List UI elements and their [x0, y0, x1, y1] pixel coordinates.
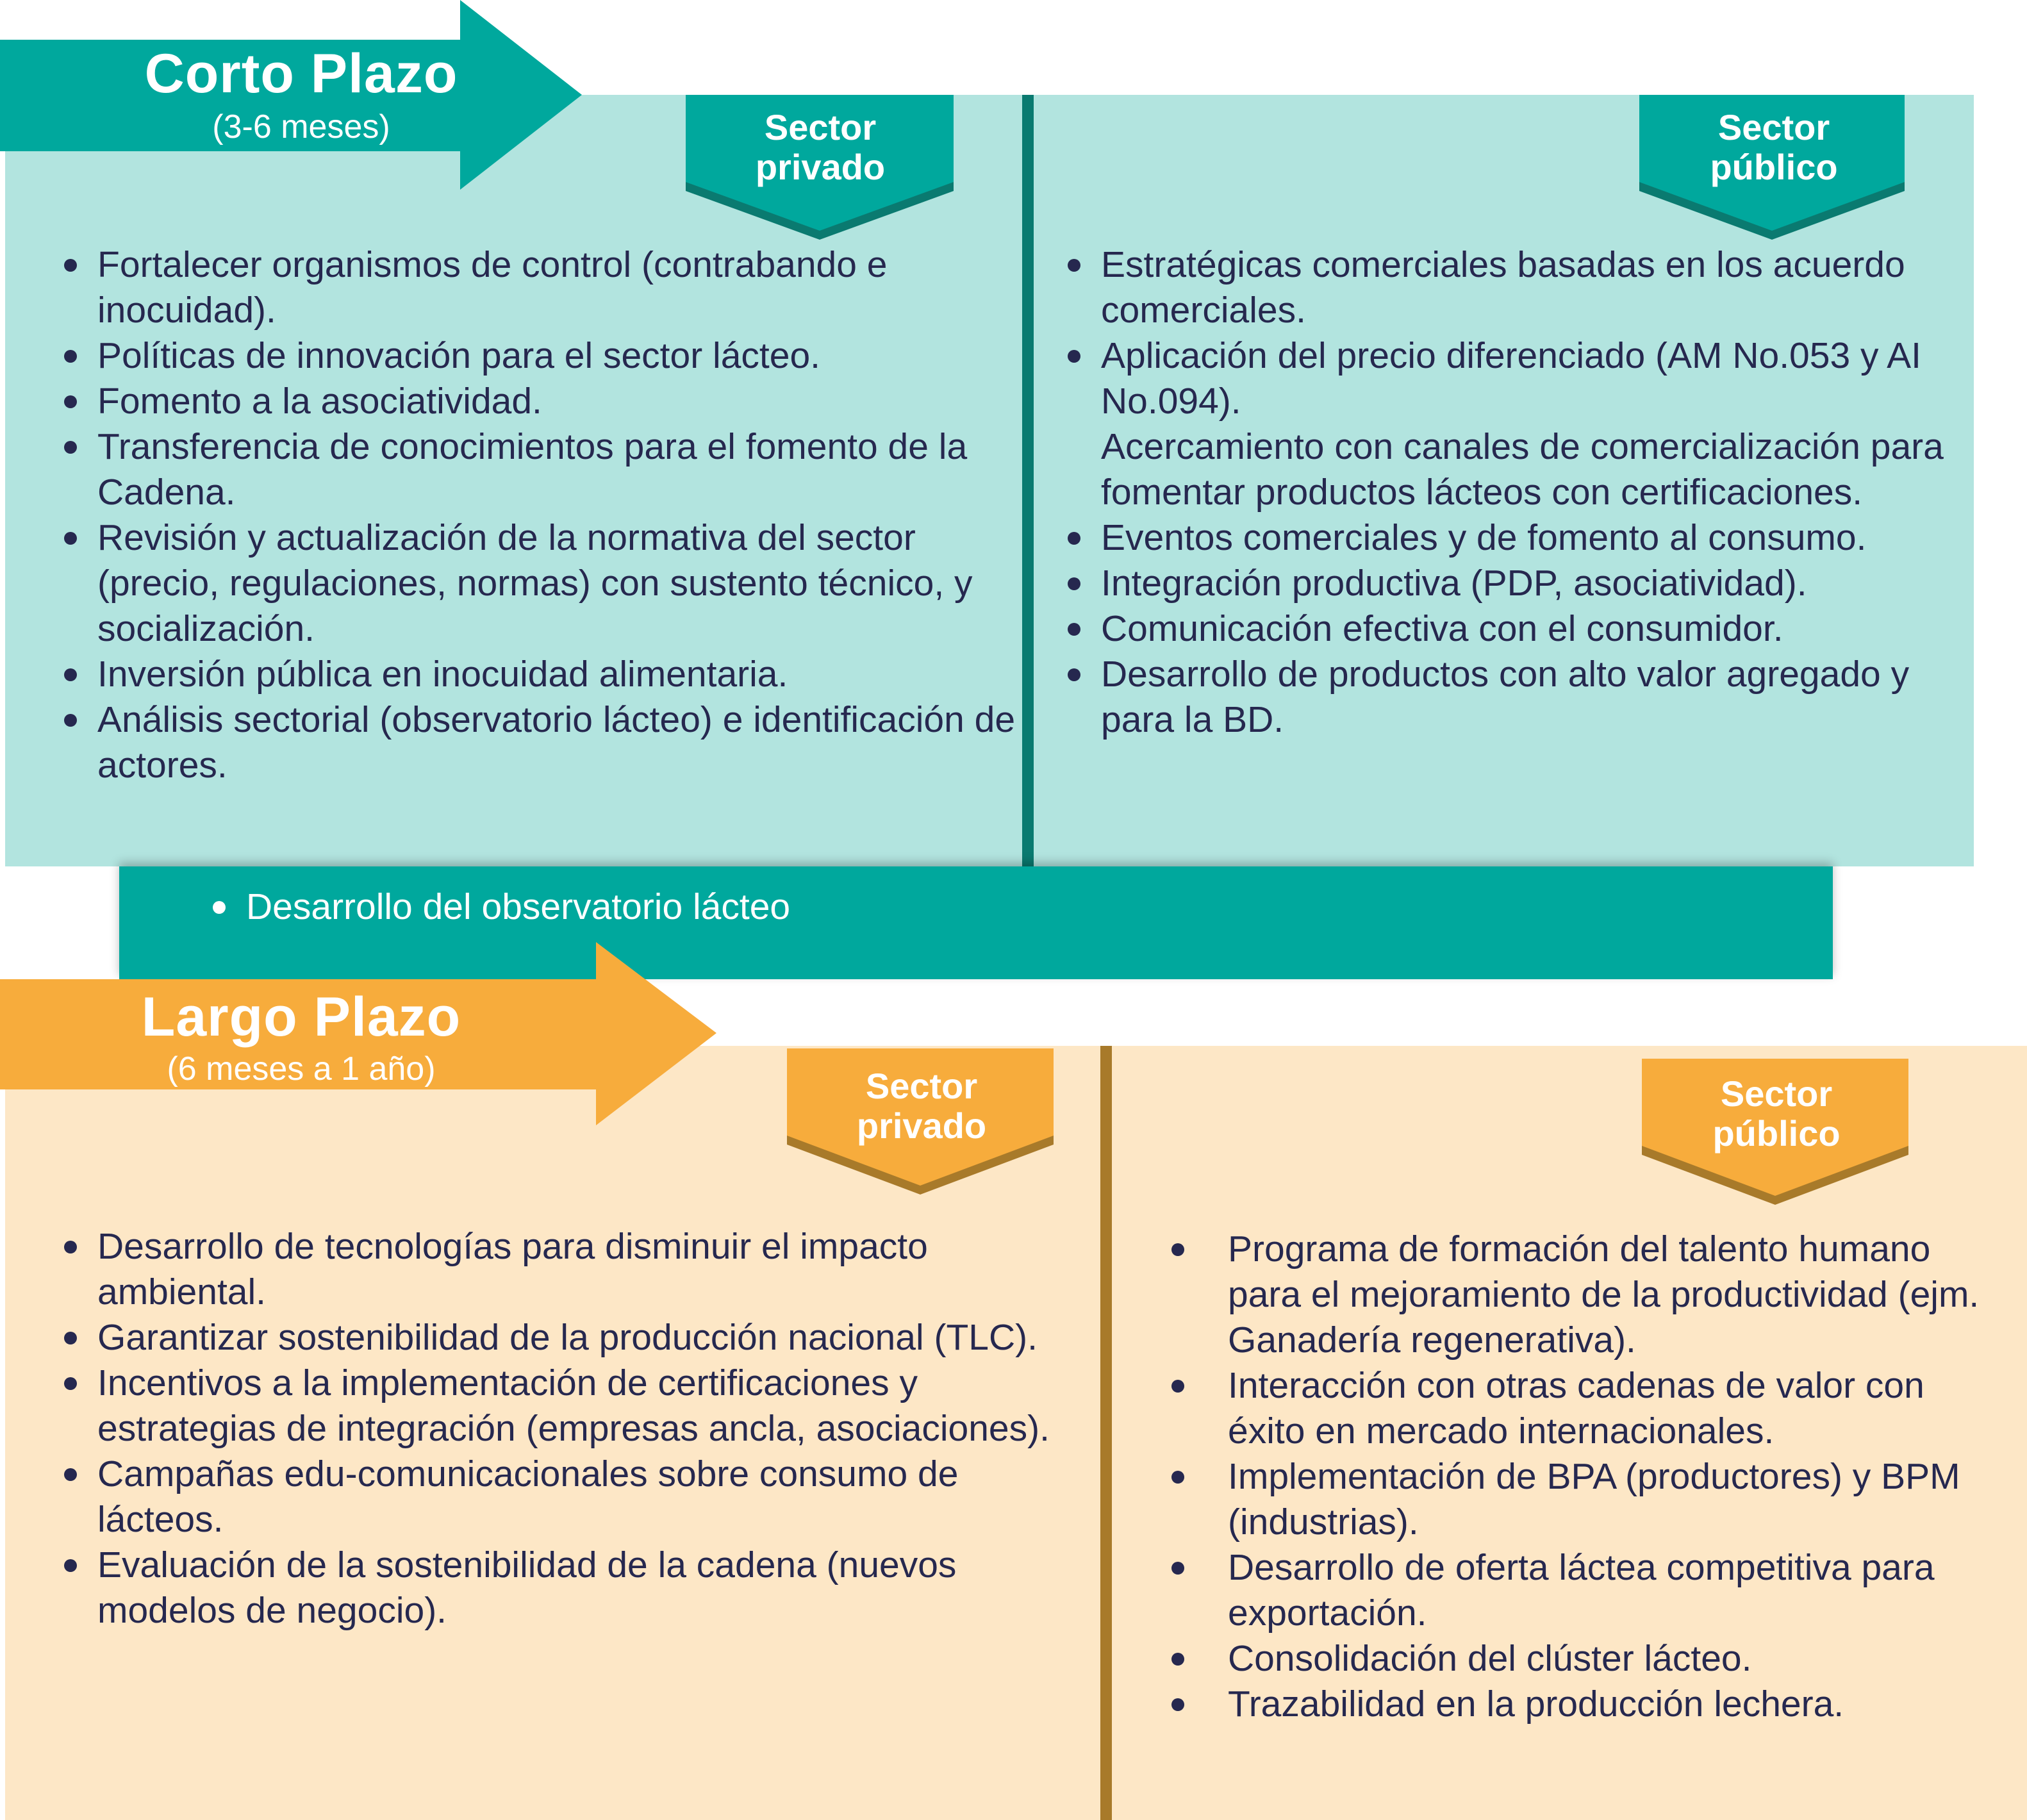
short-term-private-tag-line1: Sector	[764, 107, 877, 147]
list-item: Implementación de BPA (productores) y BPM (industrias).	[1171, 1454, 2005, 1545]
short-term-private-tag	[686, 95, 955, 246]
list-item: Fortalecer organismos de control (contrabando e inocuidad).	[64, 242, 1025, 333]
long-term-arrow	[0, 942, 724, 1134]
long-term-private-tag-line2: privado	[856, 1105, 987, 1146]
list-item: Incentivos a la implementación de certificaciones y estrategias de integración (empresas ancla, asociaciones).	[64, 1361, 1077, 1452]
short-term-public-tag	[1639, 95, 1908, 246]
observatory-band-item: Desarrollo del observatorio lácteo	[213, 884, 790, 930]
list-item: Interacción con otras cadenas de valor con éxito en mercado internacionales.	[1171, 1363, 2005, 1454]
long-term-public-tag-line1: Sector	[1720, 1073, 1833, 1114]
short-term-public-tag-line2: público	[1710, 147, 1838, 187]
long-term-private-tag	[787, 1048, 1056, 1200]
long-term-title: Largo Plazo	[141, 986, 461, 1048]
long-term-public-tag	[1642, 1059, 1911, 1210]
short-term-arrow	[0, 0, 590, 192]
long-term-private-tag-line1: Sector	[865, 1066, 978, 1106]
list-item: Análisis sectorial (observatorio lácteo) e identificación de actores.	[64, 697, 1025, 788]
short-term-private-tag-line2: privado	[755, 147, 886, 187]
list-item: Desarrollo de tecnologías para disminuir el impacto ambiental.	[64, 1224, 1077, 1315]
list-item: Garantizar sostenibilidad de la producción nacional (TLC).	[64, 1315, 1077, 1361]
list-item: Inversión pública en inocuidad alimentaria.	[64, 652, 1025, 697]
short-term-public-list	[1068, 242, 1946, 743]
list-item: Eventos comerciales y de fomento al consumo.	[1068, 515, 1946, 561]
long-term-private-list	[64, 1224, 1077, 1634]
list-item: Consolidación del clúster lácteo.	[1171, 1636, 2005, 1682]
list-item: Campañas edu-comunicacionales sobre consumo de lácteos.	[64, 1452, 1077, 1543]
long-term-public-list	[1171, 1227, 2005, 1727]
short-term-private-list	[64, 242, 1025, 788]
list-item: Aplicación del precio diferenciado (AM No.053 y AI No.094).	[1068, 333, 1946, 424]
list-item: Programa de formación del talento humano para el mejoramiento de la productividad (ejm. Ganadería regenerativa).	[1171, 1227, 2005, 1363]
long-term-public-tag-line2: público	[1712, 1113, 1841, 1154]
list-item: Estratégicas comerciales basadas en los acuerdo comerciales.	[1068, 242, 1946, 333]
list-item: Evaluación de la sostenibilidad de la cadena (nuevos modelos de negocio).	[64, 1543, 1077, 1634]
list-item: Desarrollo de productos con alto valor agregado y para la BD.	[1068, 652, 1946, 743]
list-item: Trazabilidad en la producción lechera.	[1171, 1682, 2005, 1727]
short-term-title: Corto Plazo	[144, 43, 458, 104]
list-item: Integración productiva (PDP, asociatividad).	[1068, 561, 1946, 606]
list-item: Revisión y actualización de la normativa del sector (precio, regulaciones, normas) con sustento técnico, y socialización.	[64, 515, 1025, 652]
long-term-divider	[1100, 1046, 1112, 1820]
list-item: Desarrollo de oferta láctea competitiva para exportación.	[1171, 1545, 2005, 1636]
list-item: Fomento a la asociatividad.	[64, 379, 1025, 424]
short-term-subtitle: (3-6 meses)	[212, 108, 390, 145]
list-item: Políticas de innovación para el sector lácteo.	[64, 333, 1025, 379]
list-item: Transferencia de conocimientos para el fomento de la Cadena.	[64, 424, 1025, 515]
long-term-subtitle: (6 meses a 1 año)	[167, 1050, 436, 1088]
list-item: Comunicación efectiva con el consumidor.	[1068, 606, 1946, 652]
list-item: Acercamiento con canales de comercialización para fomentar productos lácteos con certificaciones.	[1101, 426, 1944, 513]
short-term-public-tag-line1: Sector	[1717, 107, 1830, 147]
